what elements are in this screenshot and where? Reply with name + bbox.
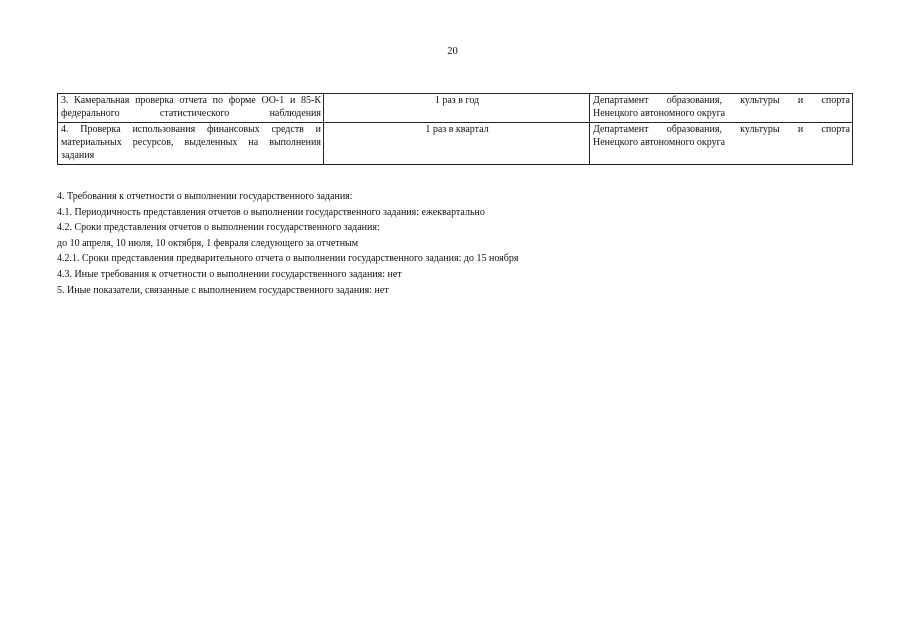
requirements-heading: 4. Требования к отчетности о выполнении государственного задания:	[57, 191, 353, 202]
other-indicators: 5. Иные показатели, связанные с выполнением государственного задания: нет	[57, 284, 389, 296]
authority-region: Ненецкого автономного округа	[593, 137, 726, 148]
control-table	[57, 93, 853, 165]
requirement-preliminary-deadline: 4.2.1. Сроки представления предварительного отчета о выполнении государственного задания: до 15 ноября	[57, 253, 519, 265]
frequency-cell: 1 раз в квартал	[324, 123, 590, 165]
requirement-deadline-dates: до 10 апреля, 10 июля, 10 октября, 1 февраля следующего за отчетным	[57, 237, 359, 249]
authority-cell	[590, 94, 853, 123]
report-requirements	[57, 189, 857, 298]
table-row	[58, 123, 853, 165]
table-row	[58, 94, 853, 123]
requirement-other: 4.3. Иные требования к отчетности о выполнении государственного задания: нет	[57, 268, 402, 280]
page-number: 20	[447, 46, 458, 57]
authority-region: Ненецкого автономного округа	[593, 108, 726, 119]
control-form-cell: 3. Камеральная проверка отчета по форме ОО-1 и 85-К федерального статистического наблюдения	[58, 94, 324, 123]
requirement-deadlines: 4.2. Сроки представления отчетов о выполнении государственного задания:	[57, 222, 380, 234]
authority-name: Департамент образования, культуры и спорта	[593, 124, 850, 135]
authority-cell	[590, 123, 853, 165]
control-form-cell: 4. Проверка использования финансовых средств и материальных ресурсов, выделенных на выполнения задания	[58, 123, 324, 165]
frequency-cell: 1 раз в год	[324, 94, 590, 123]
authority-name: Департамент образования, культуры и спорта	[593, 95, 850, 106]
requirement-periodicity: 4.1. Периодичность представления отчетов о выполнении государственного задания: ежеквартально	[57, 206, 485, 218]
